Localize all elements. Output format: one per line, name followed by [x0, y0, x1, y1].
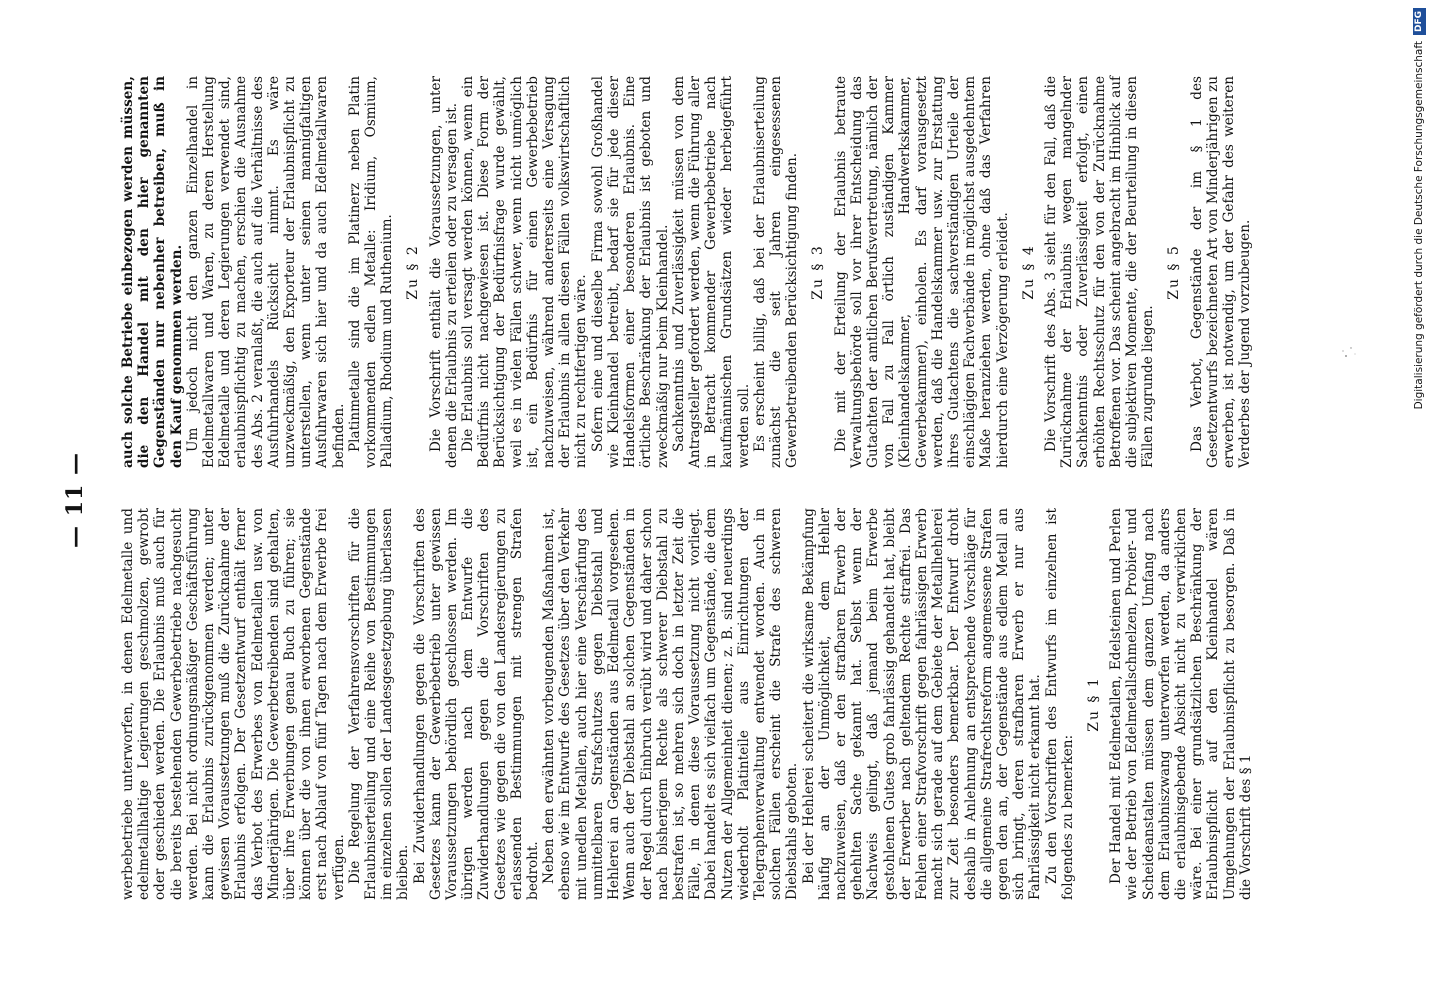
paragraph: werbebetriebe unterworfen, in denen Edelmetalle und edelmetallhaltige Legierungen geschmolzen, gewrobt oder geschieden werden. Die Erlaubnis muß auch für die bereits bestehenden Gewerbebetriebe nachgesucht werden. Bei nicht ordnungsmäßiger Geschäftsführung kann die Erlaubnis zurückgenommen werden; unter gewissen Voraussetzungen muß die Zurücknahme der Erlaubnis erfolgen. Der Gesetzentwurf enthält ferner das Verbot des Erwerbes von Edelmetallen usw. von Minderjährigen. Die Gewerbetreibenden sind gehalten, über ihre Erwerbungen genau Buch zu führen; sie können über die von ihnen erworbenen Gegenstände erst nach Ablauf von fünf Tagen nach dem Erwerbe frei verfügen. [120, 508, 347, 900]
section-heading-s4: Zu § 4 [1020, 244, 1037, 300]
paragraph: Das Verbot, Gegenstände der im § 1 des Gesetzentwurfs bezeichneten Art von Minderjährigen zu erwerben, ist notwendig, um der Gefahr des weiteren Verderbes der Jugend vorzubeugen. [1188, 76, 1254, 468]
paragraph: Die Vorschrift enthält die Voraussetzungen, unter denen die Erlaubnis zu erteilen oder zu versagen ist. [427, 76, 460, 468]
paragraph: Platinmetalle sind die im Platinerz neben Platin vorkommenden edlen Metalle: Iridium, Osmium, Palladium, Rhodium und Ruthenium. [346, 76, 396, 468]
paragraph: Es erscheint billig, daß bei der Erlaubniserteilung zunächst die seit Jahren eingesessenen Gewerbetreibenden Berücksichtigung finden. [751, 76, 801, 468]
section-heading-s2: Zu § 2 [405, 244, 422, 300]
paragraph: Die mit der Erteilung der Erlaubnis betraute Verwaltungsbehörde soll vor ihrer Entscheidung das Gutachten der amtlichen Berufsvertretung, nämlich der von Fall zu Fall örtlich zuständigen Kammer (Kleinhandelskammer, Handwerkskammer, Gewerbekammer), einholen. Es darf vorausgesetzt werden, daß die Handelskammer usw. zur Erstattung ihres Gutachtens die sachverständigen Urteile der einschlägigen Fachverbände in möglichst ausgedehntem Maße heranziehen werden, ohne daß das Verfahren hierdurch eine Verzögerung erleidet. [832, 76, 1011, 468]
paragraph: Um jedoch nicht den ganzen Einzelhandel in Edelmetallwaren und Waren, zu deren Herstellung Edelmetalle und deren Legierungen verwendet sind, erlaubnispflichtig zu machen, erschien die Ausnahme des Abs. 2 veranlaßt, die auch auf die Verhältnisse des Ausfuhrhandels Rücksicht nimmt. Es wäre unzweckmäßig, den Exporteur der Erlaubnispflicht zu unterstellen, wenn unter seinen mannigfaltigen Ausfuhrwaren sich hier und da auch Edelmetallwaren befinden. [184, 76, 347, 468]
paragraph: Bei Zuwiderhandlungen gegen die Vorschriften des Gesetzes kann der Gewerbebetrieb unter gewissen Voraussetzungen behördlich geschlossen werden. Im übrigen werden nach dem Entwurfe die Zuwiderhandlungen gegen die Vorschriften des Gesetzes wie gegen die von den Landesregierungen zu erlassenden Bestimmungen mit strengen Strafen bedroht. [411, 508, 542, 900]
paragraph: Die Erlaubnis soll versagt werden können, wenn ein Bedürfnis nicht nachgewiesen ist. Diese Form der Berücksichtigung der Bedürfnisfrage wurde gewählt, weil es in vielen Fällen schwer, wenn nicht unmöglich ist, ein Bedürfnis für einen Gewerbebetrieb nachzuweisen, während andererseits eine Versagung der Erlaubnis in allen diesen Fällen volkswirtschaftlich nicht zu rechtfertigen wäre. [460, 76, 590, 468]
paragraph: Die Vorschrift des Abs. 3 sieht für den Fall, daß die Zurücknahme der Erlaubnis wegen mangelnder Sachkenntnis oder Zuverlässigkeit erfolgt, einen erhöhten Rechtsschutz für den von der Zurücknahme Betroffenen vor. Das scheint angebracht im Hinblick auf die subjektiven Momente, die der Beurteilung in diesen Fällen zugrunde liegen. [1042, 76, 1157, 468]
paragraph: Sachkenntnis und Zuverlässigkeit müssen von dem Antragsteller gefordert werden, wenn die Führung aller in Betracht kommender Gewerbebetriebe nach kaufmännischen Grundsätzen wieder herbeigeführt werden soll. [670, 76, 752, 468]
section-heading-s3: Zu § 3 [810, 244, 827, 300]
paragraph: Sofern eine und dieselbe Firma sowohl Großhandel wie Kleinhandel betreibt, bedarf sie für jede dieser Handelsformen einer besonderen Erlaubnis. Eine örtliche Beschränkung der Erlaubnis ist geboten und zweckmäßig nur beim Kleinhandel. [589, 76, 671, 468]
digitization-note: Digitalisierung gefördert durch die Deutsche Forschungsgemeinschaft [1413, 41, 1425, 410]
right-text-column [120, 76, 1253, 468]
section-heading-s1: Zu § 1 [1085, 676, 1102, 732]
paragraph: Die Regelung der Verfahrensvorschriften für die Erlaubniserteilung und eine Reihe von Bestimmungen im einzelnen sollen der Landesgesetzgebung überlassen bleiben. [346, 508, 412, 900]
paragraph: Neben den erwähnten vorbeugenden Maßnahmen ist, ebenso wie im Entwurfe des Gesetzes über den Verkehr mit unedlen Metallen, auch hier eine Verschärfung des unmittelbaren Strafschutzes gegen Diebstahl und Hehlerei an Gegenständen aus Edelmetall vorgesehen. Wenn auch der Diebstahl an solchen Gegenständen in der Regel durch Einbruch verübt wird und daher schon nach bisherigem Rechte als schwerer Diebstahl zu bestrafen ist, so mehren sich doch in letzter Zeit die Fälle, in denen diese Voraussetzung nicht vorliegt. Dabei handelt es sich vielfach um Gegenstände, die dem Nutzen der Allgemeinheit dienen; z. B. sind neuerdings wiederholt Platinteile aus Einrichtungen der Telegraphenverwaltung entwendet worden. Auch in solchen Fällen erscheint die Strafe des schweren Diebstahls geboten. [541, 508, 801, 900]
paragraph: Zu den Vorschriften des Entwurfs im einzelnen ist folgendes zu bemerken: [1043, 508, 1076, 900]
paragraph: Bei der Hehlerei scheitert die wirksame Bekämpfung häufig an der Unmöglichkeit, dem Hehler nachzuweisen, daß er den strafbaren Erwerb der gehehlten Sache gekannt hat. Selbst wenn der Nachweis gelingt, daß jemand beim Erwerbe gestohlenen Gutes grob fahrlässig gehandelt hat, bleibt der Erwerber nach geltendem Rechte straffrei. Das Fehlen einer Strafvorschrift gegen fahrlässigen Erwerb macht sich gerade auf dem Gebiete der Metallhehlerei zur Zeit besonders bemerkbar. Der Entwurf droht deshalb in Anlehnung an entsprechende Vorschläge für die allgemeine Strafrechtsreform angemessene Strafen gegen den an, der Gegenstände aus edlem Metall an sich bringt, deren strafbaren Erwerb er nur aus Fahrlässigkeit nicht erkannt hat. [800, 508, 1044, 900]
left-text-column [120, 508, 1254, 900]
digitization-footer [1410, 8, 1428, 992]
scan-specks [1340, 340, 1360, 360]
page-number: — 11 — [62, 452, 88, 548]
dfg-logo: DFG [1413, 8, 1426, 35]
paragraph: auch solche Betriebe einbezogen werden müssen, die den Handel mit den hier genannten Gegenständen nur nebenher betreiben, muß in den Kauf genommen werden. [120, 76, 185, 468]
paragraph: Der Handel mit Edelmetallen, Edelsteinen und Perlen wie der Betrieb von Edelmetallschmelzen, Probier- und Scheideanstalten müssen dem ganzen Umfang nach dem Erlaubniszwang unterworfen werden, da anders die erlaubnisgebende Absicht nicht zu verwirklichen wäre. Bei einer grundsätzlichen Beschränkung der Erlaubnispflicht auf den Kleinhandel wären Umgehungen der Erlaubnispflicht zu besorgen. Daß in die Vorschrift des § 1 [1108, 508, 1254, 900]
section-heading-s5: Zu § 5 [1166, 244, 1183, 300]
